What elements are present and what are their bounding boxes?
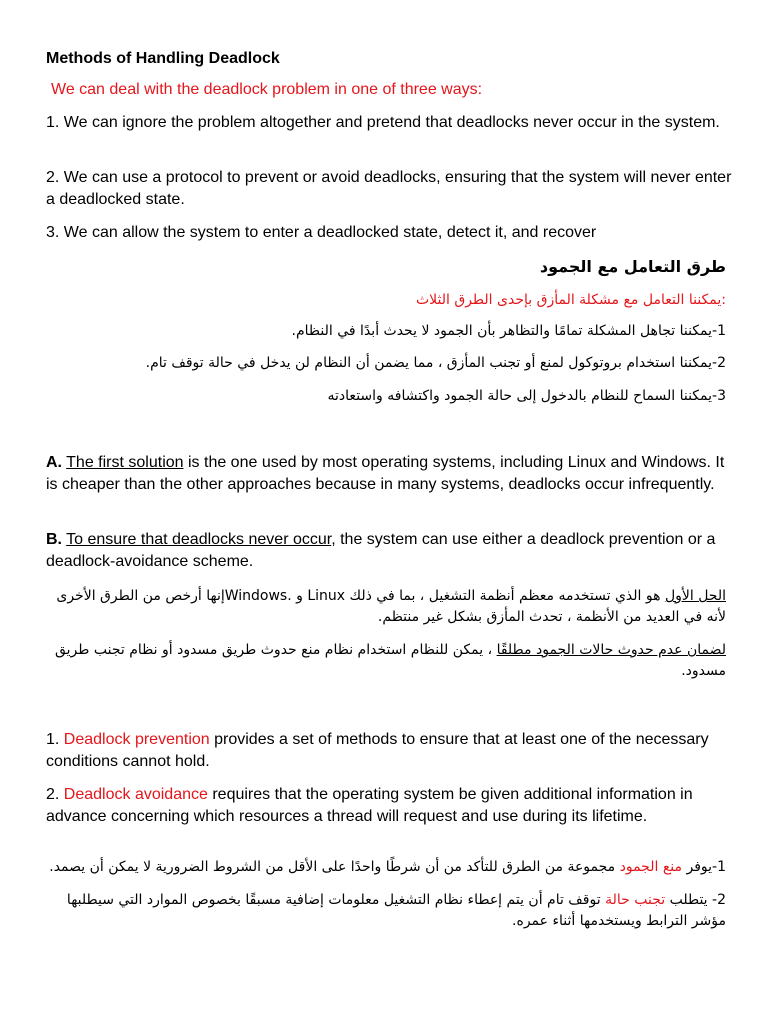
avoidance-number: 2. [46,786,64,803]
arabic-paragraph-a-text: هو الذي تستخدمه معظم أنظمة التشغيل ، بما في ذلك Linux و .Windowsإنها أرخص من الطرق الأخرى لأنه في العديد من الأنظمة ، تحدث المأزق بشكل غير منتظم. [56,588,726,625]
arabic-prevention-prefix: 1-يوفر [682,859,726,875]
arabic-avoidance-term: تجنب حالة [605,892,666,908]
arabic-prevention-text: مجموعة من الطرق للتأكد من أن شرطًا واحدًا على الأقل من الشروط الضرورية لا يمكن أن يصمد. [49,859,620,875]
arabic-paragraph-a-underlined: الحل الأول [664,588,726,604]
arabic-prevention-paragraph [40,857,726,878]
arabic-paragraph-a [40,586,726,628]
way-2: 2. We can use a protocol to prevent or avoid deadlocks, ensuring that the system will never enter a deadlocked state. [46,169,732,208]
prevention-number: 1. [46,731,64,748]
paragraph-a-underlined: The first solution [66,454,184,471]
prevention-text: provides a set of methods to ensure that at least one of the necessary conditions cannot hold. [46,731,709,770]
way-1: 1. We can ignore the problem altogether and pretend that deadlocks never occur in the system. [46,114,720,131]
way-3: 3. We can allow the system to enter a deadlocked state, detect it, and recover [46,224,597,241]
paragraph-a-text: is the one used by most operating systems, including Linux and Windows. It is cheaper than the other approaches because in many systems, deadlocks occur infrequently. [46,454,725,493]
arabic-way-2: 2-يمكننا استخدام بروتوكول لمنع أو تجنب المأزق ، مما يضمن أن النظام لن يدخل في حالة توقف تام. [145,355,726,371]
arabic-avoidance-prefix: 2- يتطلب [665,892,726,908]
paragraph-b-underlined: To ensure that deadlocks never occur [66,531,332,548]
arabic-paragraph-b [40,640,726,682]
avoidance-paragraph [46,784,736,828]
prevention-paragraph [46,729,736,773]
page-title: Methods of Handling Deadlock [46,50,280,67]
paragraph-b-text: , the system can use either a deadlock prevention or a deadlock-avoidance scheme. [46,531,716,570]
paragraph-b-label: B. [46,531,62,548]
avoidance-text: requires that the operating system be given additional information in advance concerning which resources a thread will request and use during its lifetime. [46,786,693,825]
arabic-way-1: 1-يمكننا تجاهل المشكلة تمامًا والتظاهر بأن الجمود لا يحدث أبدًا في النظام. [291,323,726,339]
arabic-title: طرق التعامل مع الجمود [539,257,726,276]
paragraph-a [46,452,736,496]
prevention-term: Deadlock prevention [63,731,210,748]
paragraph-a-label: A. [46,454,62,471]
arabic-paragraph-b-underlined: لضمان عدم حدوث حالات الجمود مطلقًا [496,642,726,658]
intro-text: We can deal with the deadlock problem in one of three ways: [51,81,483,98]
arabic-paragraph-b-text: ، يمكن للنظام استخدام نظام منع حدوث طريق مسدود أو نظام تجنب طريق مسدود. [54,642,726,679]
avoidance-term: Deadlock avoidance [63,786,208,803]
paragraph-b [46,529,736,573]
arabic-avoidance-paragraph [40,890,726,932]
arabic-intro: :يمكننا التعامل مع مشكلة المأزق بإحدى الطرق الثلاث [415,292,726,308]
arabic-avoidance-text: توقف تام أن يتم إعطاء نظام التشغيل معلومات إضافية مسبقًا بخصوص الموارد التي سيطلبها مؤشر الترابط ويستخدمها أثناء عمره. [66,892,726,929]
arabic-prevention-term: منع الجمود [619,859,683,875]
arabic-way-3: 3-يمكننا السماح للنظام بالدخول إلى حالة الجمود واكتشافه واستعادته [327,388,726,404]
